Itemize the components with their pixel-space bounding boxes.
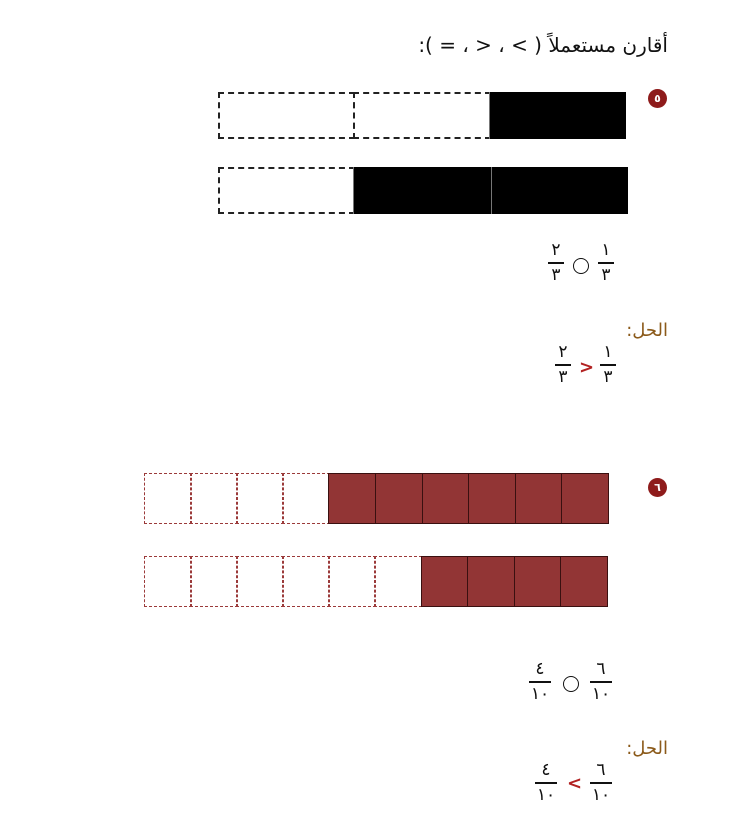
solution-label-q5: الحل: xyxy=(626,320,668,341)
unshaded-part xyxy=(236,556,284,607)
unshaded-part xyxy=(328,556,376,607)
unshaded-part xyxy=(282,556,330,607)
numerator: ٢ xyxy=(551,240,561,260)
unshaded-part xyxy=(218,167,355,214)
shaded-part xyxy=(491,167,628,214)
shaded-part xyxy=(468,473,516,524)
fraction-q5-left xyxy=(548,242,564,284)
unshaded-part xyxy=(218,92,355,139)
compare-circle-q5[interactable] xyxy=(573,258,589,274)
answer-sign-q6: < xyxy=(567,773,583,794)
shaded-part xyxy=(489,92,626,139)
numerator: ٢ xyxy=(558,342,568,362)
shaded-part xyxy=(422,473,470,524)
denominator: ١٠ xyxy=(591,784,611,805)
unshaded-part xyxy=(144,556,192,607)
fraction-q5-right xyxy=(598,242,614,284)
fraction-line xyxy=(535,782,557,784)
shaded-part xyxy=(375,473,423,524)
answer-fraction-q5-right xyxy=(600,344,616,386)
fraction-line xyxy=(529,681,551,683)
fraction-line xyxy=(555,364,571,366)
shaded-part xyxy=(514,556,562,607)
fraction-bar-q5-2 xyxy=(218,167,630,214)
shaded-part xyxy=(467,556,515,607)
fraction-line xyxy=(590,782,612,784)
shaded-part xyxy=(353,167,490,214)
numerator: ٤ xyxy=(535,659,545,679)
unshaded-part xyxy=(353,92,490,139)
shaded-part xyxy=(515,473,563,524)
solution-label-q6: الحل: xyxy=(626,738,668,759)
numerator: ٦ xyxy=(596,659,606,679)
denominator: ١٠ xyxy=(530,683,550,704)
denominator: ٣ xyxy=(603,366,613,387)
numerator: ٤ xyxy=(541,760,551,780)
shaded-part xyxy=(328,473,376,524)
numerator: ١ xyxy=(603,342,613,362)
fraction-line xyxy=(590,681,612,683)
fraction-q6-left xyxy=(529,661,551,703)
fraction-line xyxy=(548,262,564,264)
denominator: ١٠ xyxy=(536,784,556,805)
denominator: ٣ xyxy=(551,264,561,285)
unshaded-part xyxy=(236,473,284,524)
unshaded-part xyxy=(190,473,238,524)
denominator: ٣ xyxy=(558,366,568,387)
unshaded-part xyxy=(190,556,238,607)
unshaded-part xyxy=(282,473,330,524)
numerator: ١ xyxy=(601,240,611,260)
unshaded-part xyxy=(374,556,422,607)
denominator: ١٠ xyxy=(591,683,611,704)
question-number-5: ٥ xyxy=(648,89,667,108)
instruction-heading: أقارن مستعملاً ( > ، < ، = ): xyxy=(418,33,668,57)
denominator: ٣ xyxy=(601,264,611,285)
fraction-bar-q6-2 xyxy=(144,556,620,607)
fraction-line xyxy=(598,262,614,264)
answer-fraction-q6-left xyxy=(535,762,557,804)
unshaded-part xyxy=(144,473,192,524)
shaded-part xyxy=(560,556,608,607)
fraction-line xyxy=(600,364,616,366)
compare-circle-q6[interactable] xyxy=(563,676,579,692)
numerator: ٦ xyxy=(596,760,606,780)
answer-fraction-q5-left xyxy=(555,344,571,386)
fraction-q6-right xyxy=(590,661,612,703)
fraction-bar-q5-1 xyxy=(218,92,630,139)
fraction-bar-q6-1 xyxy=(144,473,620,524)
answer-sign-q5: > xyxy=(579,357,595,378)
shaded-part xyxy=(421,556,469,607)
question-number-6: ٦ xyxy=(648,478,667,497)
answer-fraction-q6-right xyxy=(590,762,612,804)
shaded-part xyxy=(561,473,609,524)
